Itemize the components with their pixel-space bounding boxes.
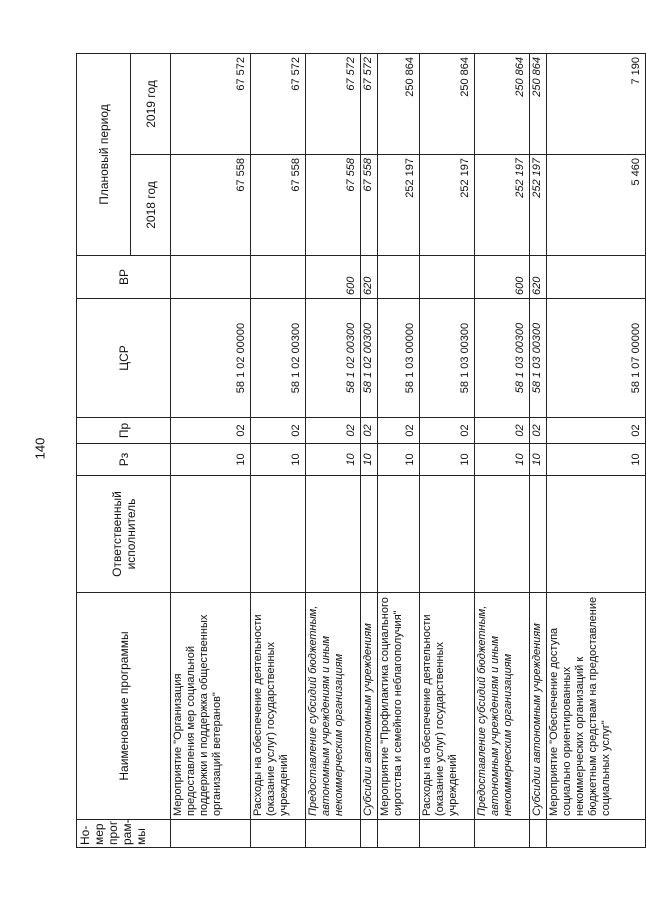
num-cell: [547, 820, 646, 848]
csr-cell: 58 1 03 00000: [378, 299, 420, 418]
executor-cell: [547, 476, 646, 593]
pr-cell: 02: [251, 418, 306, 444]
page-number: 140: [32, 437, 48, 460]
name-cell: Мероприятие "Организация предоставления мер социальной поддержки и поддержка общественных организаций ветеранов": [171, 593, 251, 820]
csr-cell: 58 1 02 00300: [251, 299, 306, 418]
num-cell: [420, 820, 475, 848]
vr-cell: 620: [530, 256, 547, 299]
name-cell: Мероприятие "Обеспечение доступа социально ориентированных некоммерческих организаций к бюджетным средствам на предоставление социальных услуг": [547, 593, 646, 820]
pr-cell: 02: [378, 418, 420, 444]
value-2019-cell: 67 572: [361, 53, 378, 154]
pr-cell: 02: [420, 418, 475, 444]
executor-cell: [306, 476, 361, 593]
value-2018-cell: 252 197: [420, 155, 475, 256]
csr-cell: 58 1 03 00300: [420, 299, 475, 418]
header-vr: ВР: [77, 256, 171, 299]
header-row-top: [77, 53, 131, 847]
table-row: [475, 53, 530, 847]
rz-cell: 10: [361, 444, 378, 476]
header-planned-period: Плановый период: [77, 53, 131, 255]
header-rz: Рз: [77, 444, 171, 476]
table-row: [171, 53, 251, 847]
num-cell: [171, 820, 251, 848]
value-2018-cell: 67 558: [171, 155, 251, 256]
executor-cell: [171, 476, 251, 593]
vr-cell: [420, 256, 475, 299]
budget-table: [76, 53, 646, 848]
name-cell: Расходы на обеспечение деятельности (оказание услуг) государственных учреждений: [420, 593, 475, 820]
table-row: [547, 53, 646, 847]
pr-cell: 02: [171, 418, 251, 444]
table-row: [306, 53, 361, 847]
name-cell: Предоставление субсидий бюджетным, автономным учреждениям и иным некоммерческим организациям: [475, 593, 530, 820]
header-program-name: Наименование программы: [77, 593, 171, 820]
pr-cell: 02: [530, 418, 547, 444]
rotated-document-page: [76, 54, 642, 848]
table-row: [378, 53, 420, 847]
value-2018-cell: 67 558: [251, 155, 306, 256]
vr-cell: [251, 256, 306, 299]
vr-cell: 620: [361, 256, 378, 299]
num-cell: [475, 820, 530, 848]
executor-cell: [361, 476, 378, 593]
csr-cell: 58 1 02 00300: [361, 299, 378, 418]
value-2019-cell: 67 572: [251, 53, 306, 154]
value-2019-cell: 67 572: [306, 53, 361, 154]
pr-cell: 02: [475, 418, 530, 444]
csr-cell: 58 1 02 00300: [306, 299, 361, 418]
value-2018-cell: 67 558: [361, 155, 378, 256]
executor-cell: [251, 476, 306, 593]
table-row: [530, 53, 547, 847]
value-2019-cell: 7 190: [547, 53, 646, 154]
value-2019-cell: 250 864: [530, 53, 547, 154]
num-cell: [251, 820, 306, 848]
pr-cell: 02: [361, 418, 378, 444]
value-2019-cell: 250 864: [475, 53, 530, 154]
header-program-number: Но- мер прог рам- мы: [77, 820, 171, 848]
rz-cell: 10: [530, 444, 547, 476]
pr-cell: 02: [547, 418, 646, 444]
vr-cell: [378, 256, 420, 299]
rz-cell: 10: [378, 444, 420, 476]
name-cell: Расходы на обеспечение деятельности (оказание услуг) государственных учреждений: [251, 593, 306, 820]
vr-cell: [547, 256, 646, 299]
rz-cell: 10: [420, 444, 475, 476]
name-cell: Предоставление субсидий бюджетным, автономным учреждениям и иным некоммерческим организациям: [306, 593, 361, 820]
vr-cell: [171, 256, 251, 299]
name-cell: Субсидии автономным учреждениям: [361, 593, 378, 820]
rz-cell: 10: [547, 444, 646, 476]
value-2019-cell: 67 572: [171, 53, 251, 154]
rz-cell: 10: [251, 444, 306, 476]
executor-cell: [475, 476, 530, 593]
value-2018-cell: 252 197: [475, 155, 530, 256]
rz-cell: 10: [306, 444, 361, 476]
value-2018-cell: 5 460: [547, 155, 646, 256]
name-cell: Мероприятие "Профилактика социального сиротства и семейного неблагополучия": [378, 593, 420, 820]
header-csr: ЦСР: [77, 299, 171, 418]
executor-cell: [420, 476, 475, 593]
value-2018-cell: 252 197: [530, 155, 547, 256]
num-cell: [306, 820, 361, 848]
csr-cell: 58 1 07 00000: [547, 299, 646, 418]
num-cell: [378, 820, 420, 848]
header-responsible-executor: Ответственный исполнитель: [77, 476, 171, 593]
pr-cell: 02: [306, 418, 361, 444]
rz-cell: 10: [475, 444, 530, 476]
table-row: [251, 53, 306, 847]
header-pr: Пр: [77, 418, 171, 444]
table-row: [420, 53, 475, 847]
csr-cell: 58 1 02 00000: [171, 299, 251, 418]
num-cell: [530, 820, 547, 848]
num-cell: [361, 820, 378, 848]
name-cell: Субсидии автономным учреждениям: [530, 593, 547, 820]
vr-cell: 600: [306, 256, 361, 299]
value-2019-cell: 250 864: [420, 53, 475, 154]
table-row: [361, 53, 378, 847]
executor-cell: [378, 476, 420, 593]
value-2018-cell: 67 558: [306, 155, 361, 256]
rz-cell: 10: [171, 444, 251, 476]
vr-cell: 600: [475, 256, 530, 299]
header-year-2019: 2019 год: [131, 53, 171, 154]
header-year-2018: 2018 год: [131, 155, 171, 256]
executor-cell: [530, 476, 547, 593]
value-2019-cell: 250 864: [378, 53, 420, 154]
csr-cell: 58 1 03 00300: [475, 299, 530, 418]
value-2018-cell: 252 197: [378, 155, 420, 256]
csr-cell: 58 1 03 00300: [530, 299, 547, 418]
